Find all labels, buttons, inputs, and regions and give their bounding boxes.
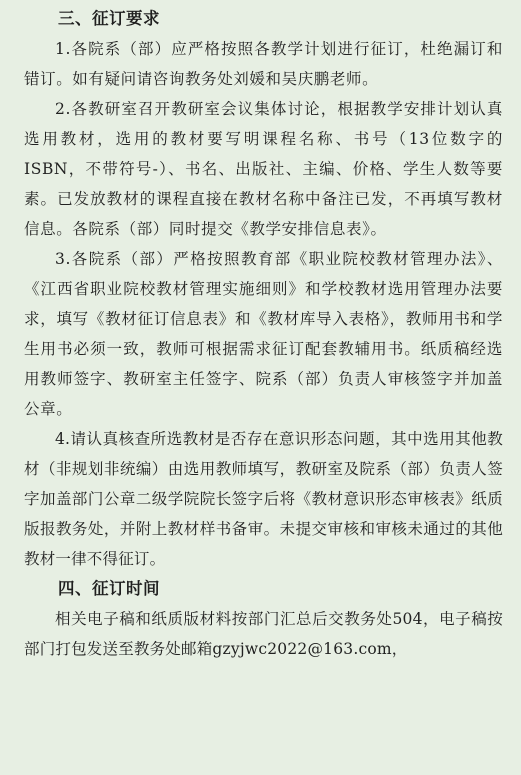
section-3-heading: 三、征订要求	[58, 9, 160, 28]
section-3-item-2: 2.各教研室召开教研室会议集体讨论，根据教学安排计划认真选用教材，选用的教材要写明课程名称、书号（13位数字的ISBN，不带符号-）、书名、出版社、主编、价格、学生人数等要素。已发放教材的课程直接在教材名称中备注已发，不再填写教材信息。各院系（部）同时提交《教学安排信息表》。	[24, 100, 503, 238]
section-3-item-1: 1.各院系（部）应严格按照各教学计划进行征订，杜绝漏订和错订。如有疑问请咨询教务处刘媛和吴庆鹏老师。	[24, 40, 503, 88]
section-3-item-3: 3.各院系（部）严格按照教育部《职业院校教材管理办法》、《江西省职业院校教材管理实施细则》和学校教材选用管理办法要求，填写《教材征订信息表》和《教材库导入表格》，教师用书和学生用书必须一致，教师可根据需求征订配套教辅用书。纸质稿经选用教师签字、教研室主任签字、院系（部）负责人审核签字并加盖公章。	[24, 250, 503, 418]
section-3-item-4: 4.请认真核查所选教材是否存在意识形态问题，其中选用其他教材（非规划非统编）由选用教师填写，教研室及院系（部）负责人签字加盖部门公章二级学院院长签字后将《教材意识形态审核表》纸质版报教务处，并附上教材样书备审。未提交审核和审核未通过的其他教材一律不得征订。	[24, 430, 503, 568]
section-4-heading: 四、征订时间	[58, 579, 160, 598]
section-4-item-1: 相关电子稿和纸质版材料按部门汇总后交教务处504，电子稿按部门打包发送至教务处邮箱gzyjwc2022@163.com，	[24, 610, 503, 658]
